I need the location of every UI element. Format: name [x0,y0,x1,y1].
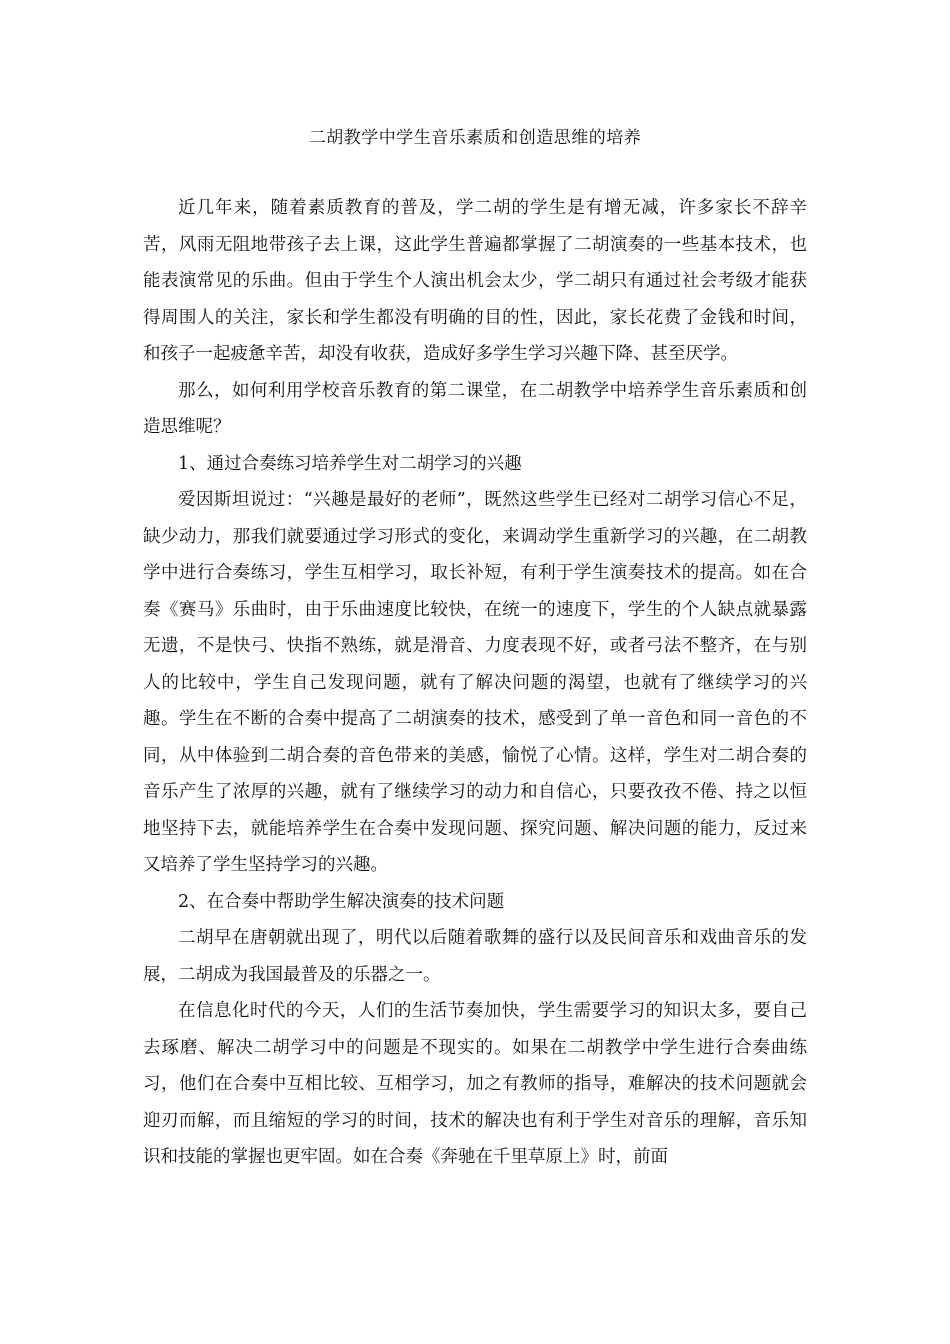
paragraph-erhu-history: 二胡早在唐朝就出现了，明代以后随着歌舞的盛行以及民间音乐和戏曲音乐的发展，二胡成为我国最普及的乐器之一。 [143,928,807,985]
page-title: 二胡教学中学生音乐素质和创造思维的培养 [308,128,642,148]
paragraph-question: 那么，如何利用学校音乐教育的第二课堂，在二胡教学中培养学生音乐素质和创造思维呢？ [143,380,807,437]
document-body [143,190,807,1176]
section-heading-1: 1、通过合奏练习培养学生对二胡学习的兴趣 [178,453,522,474]
paragraph-section-1: 爱因斯坦说过：“兴趣是最好的老师”，既然这些学生已经对二胡学习信心不足，缺少动力，那我们就要通过学习形式的变化，来调动学生重新学习的兴趣，在二胡教学中进行合奏练习，学生互相学习，取长补短，有利于学生演奏技术的提高。如在合奏《赛马》乐曲时，由于乐曲速度比较快，在统一的速度下，学生的个人缺点就暴露无遗，不是快弓、快指不熟练，就是滑音、力度表现不好，或者弓法不整齐，在与别人的比较中，学生自己发现问题，就有了解决问题的渴望，也就有了继续学习的兴趣。学生在不断的合奏中提高了二胡演奏的技术，感受到了单一音色和同一音色的不同，从中体验到二胡合奏的音色带来的美感，愉悦了心情。这样，学生对二胡合奏的音乐产生了浓厚的兴趣，就有了继续学习的动力和自信心，只要孜孜不倦、持之以恒地坚持下去，就能培养学生在合奏中发现问题、探究问题、解决问题的能力，反过来又培养了学生坚持学习的兴趣。 [143,490,807,875]
paragraph-intro: 近几年来，随着素质教育的普及，学二胡的学生是有增无减，许多家长不辞辛苦，风雨无阻地带孩子去上课，这此学生普遍都掌握了二胡演奏的一些基本技术，也能表演常见的乐曲。但由于学生个人演出机会太少，学二胡只有通过社会考级才能获得周围人的关注，家长和学生都没有明确的目的性，因此，家长花费了金钱和时间，和孩子一起疲惫辛苦，却没有收获，造成好多学生学习兴趣下降、甚至厌学。 [143,198,807,364]
section-heading-2: 2、在合奏中帮助学生解决演奏的技术问题 [178,891,505,912]
paragraph-information-age: 在信息化时代的今天，人们的生活节奏加快，学生需要学习的知识太多，要自己去琢磨、解决二胡学习中的问题是不现实的。如果在二胡教学中学生进行合奏曲练习，他们在合奏中互相比较、互相学习，加之有教师的指导，难解决的技术问题就会迎刃而解，而且缩短的学习的时间，技术的解决也有利于学生对音乐的理解，音乐知识和技能的掌握也更牢固。如在合奏《奔驰在千里草原上》时，前面 [143,1001,807,1167]
